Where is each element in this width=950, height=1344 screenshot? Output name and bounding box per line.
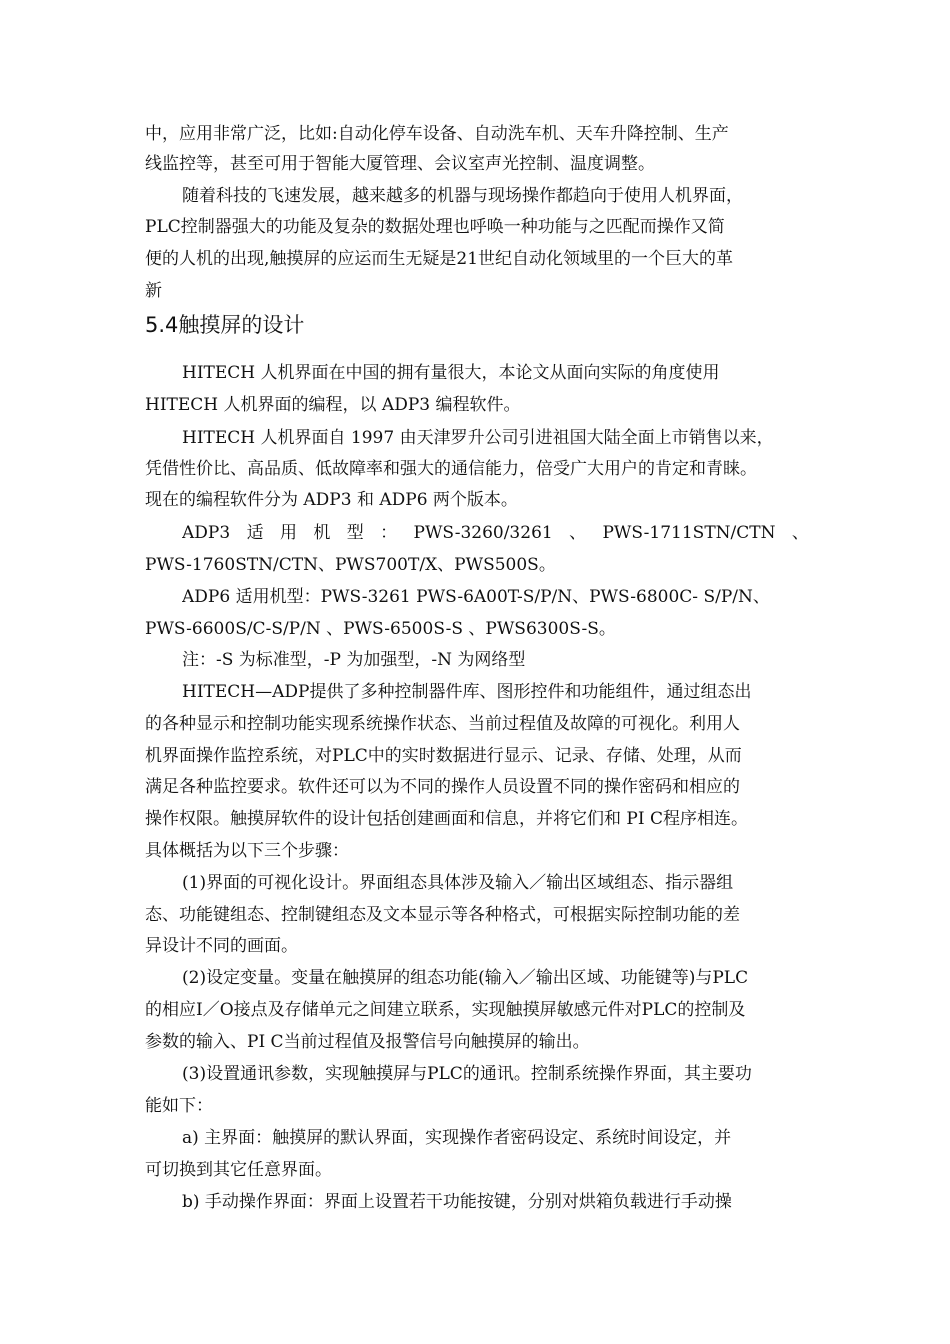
text-line: (1)界面的可视化设计。界面组态具体涉及输入／输出区域组态、指示器组 — [182, 873, 734, 893]
text-line: HITECH 人机界面自 1997 由天津罗升公司引进祖国大陆全面上市销售以来， — [182, 428, 774, 448]
adp3-token: 、 — [791, 523, 809, 543]
text-line: 操作权限。触摸屏软件的设计包括创建画面和信息，并将它们和 PI C程序相连。 — [145, 809, 748, 829]
text-line: (2)设定变量。变量在触摸屏的组态功能(输入／输出区域、功能键等)与PLC — [182, 968, 749, 988]
text-line: 线监控等，甚至可用于智能大厦管理、会议室声光控制、温度调整。 — [145, 154, 655, 174]
adp3-token: ADP3 — [182, 523, 231, 543]
text-line: PWS-1760STN/CTN、PWS700T/X、PWS500S。 — [145, 555, 556, 575]
text-line: 随着科技的飞速发展，越来越多的机器与现场操作都趋向于使用人机界面， — [182, 186, 743, 206]
text-line: 态、功能键组态、控制键组态及文本显示等各种格式，可根据实际控制功能的差 — [145, 905, 740, 925]
text-line: 满足各种监控要求。软件还可以为不同的操作人员设置不同的操作密码和相应的 — [145, 777, 740, 797]
adp3-token: 机 — [313, 523, 331, 543]
adp3-models-line — [182, 521, 809, 545]
text-line: 参数的输入、PI C当前过程值及报警信号向触摸屏的输出。 — [145, 1032, 590, 1052]
text-line: 可切换到其它任意界面。 — [145, 1160, 332, 1180]
text-line: 中，应用非常广泛，比如:自动化停车设备、自动洗车机、天车升降控制、生产 — [145, 124, 729, 144]
text-line: 现在的编程软件分为 ADP3 和 ADP6 两个版本。 — [145, 490, 518, 510]
adp3-token: 型 — [346, 523, 364, 543]
text-line: 新 — [145, 281, 162, 301]
text-line: b) 手动操作界面：界面上设置若干功能按键，分别对烘箱负载进行手动操 — [182, 1192, 732, 1212]
text-line: 机界面操作监控系统，对PLC中的实时数据进行显示、记录、存储、处理，从而 — [145, 746, 742, 766]
text-line: HITECH 人机界面在中国的拥有量很大，本论文从面向实际的角度使用 — [182, 363, 720, 383]
adp3-token: 、 — [569, 523, 587, 543]
text-line: 凭借性价比、高品质、低故障率和强大的通信能力，倍受广大用户的肯定和青睐。 — [145, 459, 757, 479]
text-line: a) 主界面：触摸屏的默认界面，实现操作者密码设定、系统时间设定，并 — [182, 1128, 732, 1148]
text-line: ADP6 适用机型：PWS-3261 PWS-6A00T-S/P/N、PWS-6800C- S/P/N、 — [182, 587, 770, 607]
text-line: 注：-S 为标准型，-P 为加强型，-N 为网络型 — [182, 650, 526, 670]
text-line: 便的人机的出现,触摸屏的应运而生无疑是21世纪自动化领域里的一个巨大的革 — [145, 249, 734, 269]
text-line: 异设计不同的画面。 — [145, 936, 298, 956]
section-heading: 5.4触摸屏的设计 — [145, 313, 305, 337]
text-line: PWS-6600S/C-S/P/N 、PWS-6500S-S 、PWS6300S-S。 — [145, 619, 616, 639]
text-line: 具体概括为以下三个步骤： — [145, 841, 349, 861]
text-line: PLC控制器强大的功能及复杂的数据处理也呼唤一种功能与之匹配而操作又简 — [145, 217, 725, 237]
text-line: 的相应I／O接点及存储单元之间建立联系，实现触摸屏敏感元件对PLC的控制及 — [145, 1000, 746, 1020]
text-line: HITECH 人机界面的编程，以 ADP3 编程软件。 — [145, 395, 521, 415]
text-line: (3)设置通讯参数，实现触摸屏与PLC的通讯。控制系统操作界面，其主要功 — [182, 1064, 752, 1084]
adp3-token: ： — [380, 523, 398, 543]
adp3-token: 用 — [279, 523, 297, 543]
text-line: 的各种显示和控制功能实现系统操作状态、当前过程值及故障的可视化。利用人 — [145, 714, 740, 734]
adp3-token: 适 — [246, 523, 264, 543]
adp3-token: PWS-1711STN/CTN — [602, 523, 776, 543]
text-line: 能如下： — [145, 1096, 213, 1116]
text-line: HITECH—ADP提供了多种控制器件库、图形控件和功能组件，通过组态出 — [182, 682, 752, 702]
adp3-token: PWS-3260/3261 — [413, 523, 553, 543]
